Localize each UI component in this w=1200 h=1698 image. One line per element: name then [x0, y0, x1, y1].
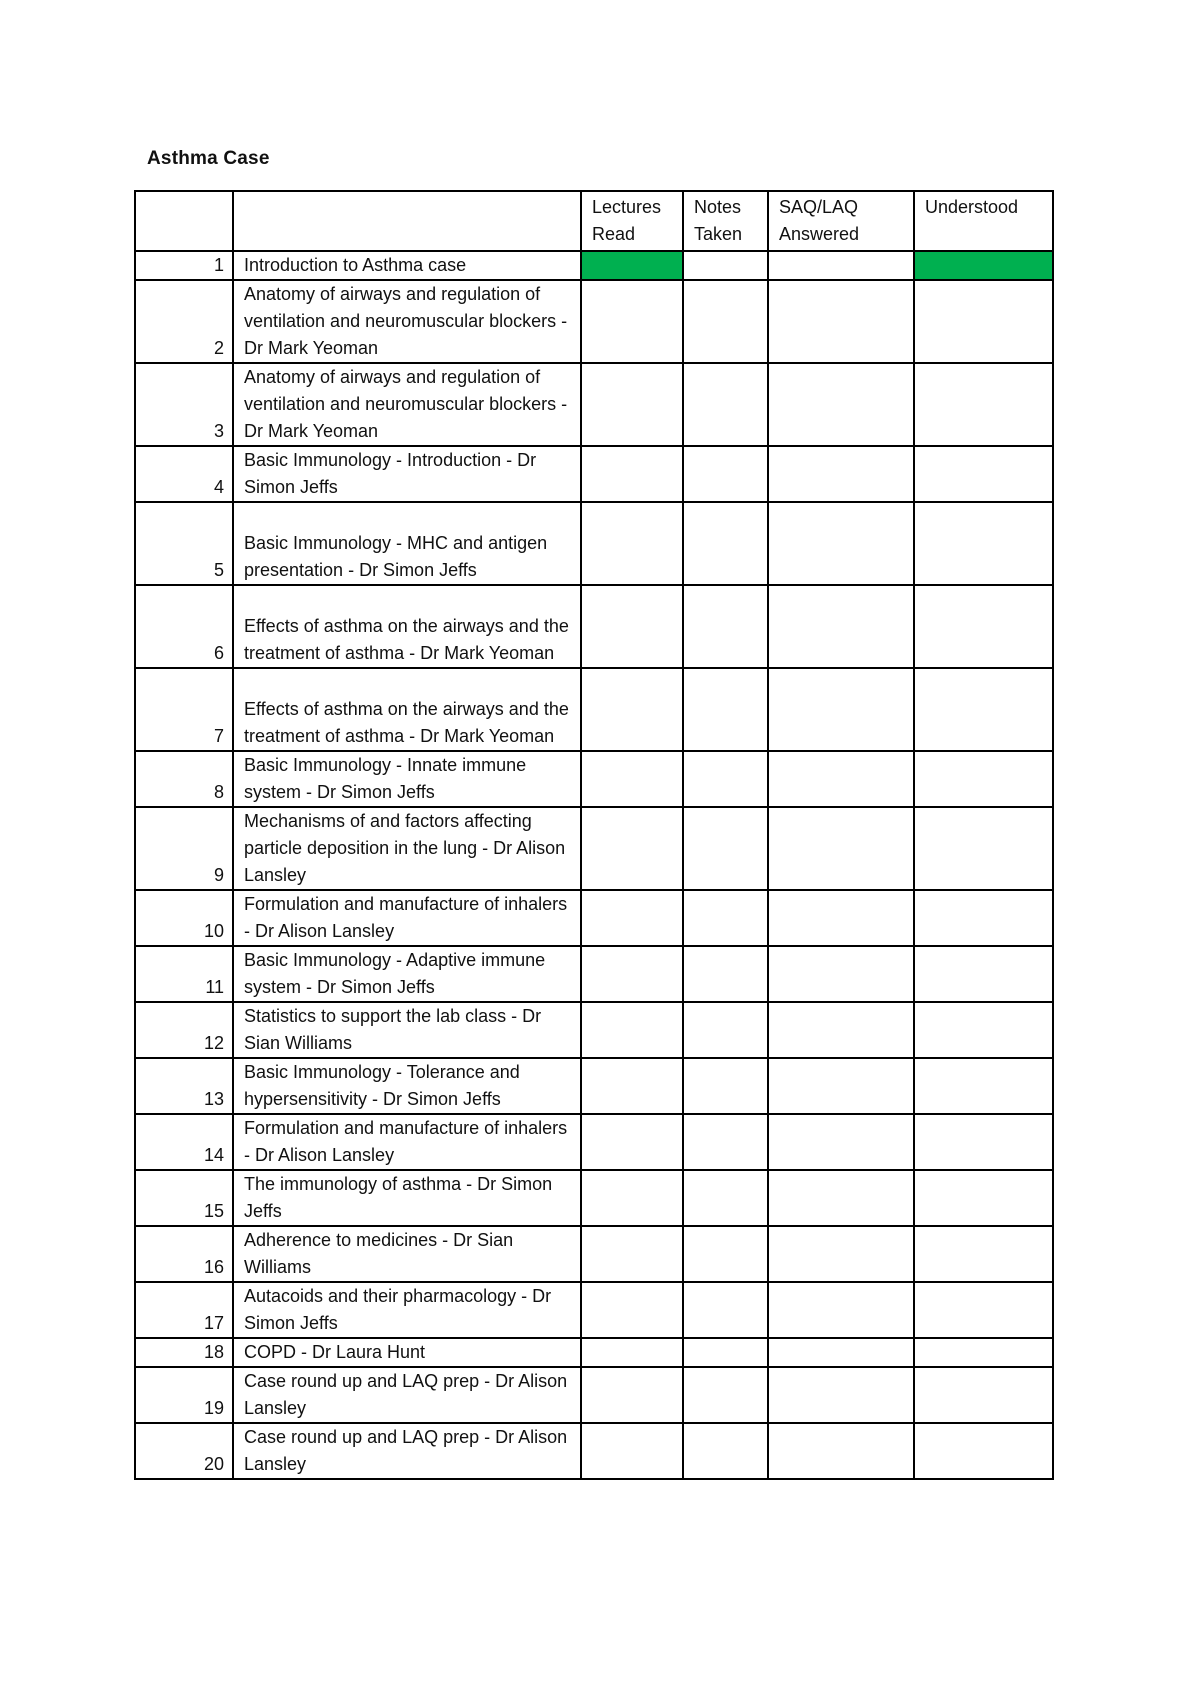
row-topic: Effects of asthma on the airways and the treatment of asthma - Dr Mark Yeoman	[233, 668, 581, 751]
status-cell-lectures-read[interactable]	[581, 585, 683, 668]
status-cell-saq-laq-answered[interactable]	[768, 1338, 914, 1367]
row-number: 16	[135, 1226, 233, 1282]
status-cell-notes-taken[interactable]	[683, 1114, 768, 1170]
row-topic: Basic Immunology - Innate immune system - Dr Simon Jeffs	[233, 751, 581, 807]
status-cell-notes-taken[interactable]	[683, 1002, 768, 1058]
table-body	[135, 251, 1053, 1479]
status-cell-understood[interactable]	[914, 502, 1053, 585]
row-number: 9	[135, 807, 233, 890]
row-number: 2	[135, 280, 233, 363]
status-cell-notes-taken[interactable]	[683, 363, 768, 446]
status-cell-notes-taken[interactable]	[683, 251, 768, 280]
status-cell-saq-laq-answered[interactable]	[768, 251, 914, 280]
status-cell-understood[interactable]	[914, 751, 1053, 807]
status-cell-understood[interactable]	[914, 1423, 1053, 1479]
status-cell-saq-laq-answered[interactable]	[768, 502, 914, 585]
row-topic: Case round up and LAQ prep - Dr Alison Lansley	[233, 1423, 581, 1479]
table-row	[135, 446, 1053, 502]
table-row	[135, 1423, 1053, 1479]
status-cell-notes-taken[interactable]	[683, 1423, 768, 1479]
status-cell-saq-laq-answered[interactable]	[768, 1282, 914, 1338]
status-cell-notes-taken[interactable]	[683, 890, 768, 946]
row-number: 15	[135, 1170, 233, 1226]
row-topic: Statistics to support the lab class - Dr Sian Williams	[233, 1002, 581, 1058]
status-cell-lectures-read[interactable]	[581, 890, 683, 946]
table-row	[135, 890, 1053, 946]
row-number: 3	[135, 363, 233, 446]
row-topic: Introduction to Asthma case	[233, 251, 581, 280]
table-row	[135, 807, 1053, 890]
table-row	[135, 751, 1053, 807]
table-row	[135, 1338, 1053, 1367]
status-cell-saq-laq-answered[interactable]	[768, 890, 914, 946]
status-cell-saq-laq-answered[interactable]	[768, 1170, 914, 1226]
status-cell-saq-laq-answered[interactable]	[768, 585, 914, 668]
row-number: 11	[135, 946, 233, 1002]
status-cell-notes-taken[interactable]	[683, 280, 768, 363]
status-cell-lectures-read[interactable]	[581, 251, 683, 280]
table-row	[135, 1170, 1053, 1226]
status-cell-lectures-read[interactable]	[581, 1002, 683, 1058]
status-cell-notes-taken[interactable]	[683, 751, 768, 807]
row-topic: Basic Immunology - Tolerance and hypersensitivity - Dr Simon Jeffs	[233, 1058, 581, 1114]
row-topic: Adherence to medicines - Dr Sian Williams	[233, 1226, 581, 1282]
row-number: 1	[135, 251, 233, 280]
status-cell-understood[interactable]	[914, 363, 1053, 446]
row-number: 7	[135, 668, 233, 751]
header-number	[135, 191, 233, 251]
status-cell-understood[interactable]	[914, 585, 1053, 668]
page-title: Asthma Case	[147, 148, 270, 169]
row-number: 4	[135, 446, 233, 502]
row-topic: Effects of asthma on the airways and the treatment of asthma - Dr Mark Yeoman	[233, 585, 581, 668]
row-topic: Anatomy of airways and regulation of ventilation and neuromuscular blockers - Dr Mark Yeoman	[233, 280, 581, 363]
status-cell-saq-laq-answered[interactable]	[768, 807, 914, 890]
status-cell-understood[interactable]	[914, 1002, 1053, 1058]
status-cell-notes-taken[interactable]	[683, 807, 768, 890]
row-number: 19	[135, 1367, 233, 1423]
status-cell-understood[interactable]	[914, 1114, 1053, 1170]
status-cell-saq-laq-answered[interactable]	[768, 1226, 914, 1282]
status-cell-saq-laq-answered[interactable]	[768, 946, 914, 1002]
table-row	[135, 363, 1053, 446]
status-cell-notes-taken[interactable]	[683, 585, 768, 668]
status-cell-notes-taken[interactable]	[683, 1282, 768, 1338]
status-cell-understood[interactable]	[914, 251, 1053, 280]
table-row	[135, 668, 1053, 751]
status-cell-lectures-read[interactable]	[581, 1338, 683, 1367]
status-cell-understood[interactable]	[914, 946, 1053, 1002]
table-header-row	[135, 191, 1053, 251]
row-number: 8	[135, 751, 233, 807]
status-cell-understood[interactable]	[914, 446, 1053, 502]
table-row	[135, 946, 1053, 1002]
row-topic: Formulation and manufacture of inhalers - Dr Alison Lansley	[233, 1114, 581, 1170]
row-topic: Anatomy of airways and regulation of ventilation and neuromuscular blockers - Dr Mark Yeoman	[233, 363, 581, 446]
status-cell-lectures-read[interactable]	[581, 946, 683, 1002]
status-cell-notes-taken[interactable]	[683, 1226, 768, 1282]
status-cell-saq-laq-answered[interactable]	[768, 1002, 914, 1058]
row-number: 20	[135, 1423, 233, 1479]
row-topic: Autacoids and their pharmacology - Dr Simon Jeffs	[233, 1282, 581, 1338]
status-cell-lectures-read[interactable]	[581, 1423, 683, 1479]
row-number: 18	[135, 1338, 233, 1367]
status-cell-saq-laq-answered[interactable]	[768, 1058, 914, 1114]
status-cell-saq-laq-answered[interactable]	[768, 1423, 914, 1479]
status-cell-understood[interactable]	[914, 1226, 1053, 1282]
status-cell-lectures-read[interactable]	[581, 751, 683, 807]
status-cell-lectures-read[interactable]	[581, 280, 683, 363]
table-row	[135, 1114, 1053, 1170]
header-lectures-read: Lectures Read	[581, 191, 683, 251]
row-topic: Mechanisms of and factors affecting particle deposition in the lung - Dr Alison Lansley	[233, 807, 581, 890]
status-cell-understood[interactable]	[914, 280, 1053, 363]
row-topic: COPD - Dr Laura Hunt	[233, 1338, 581, 1367]
status-cell-notes-taken[interactable]	[683, 668, 768, 751]
status-cell-saq-laq-answered[interactable]	[768, 1114, 914, 1170]
row-number: 17	[135, 1282, 233, 1338]
header-notes-taken: Notes Taken	[683, 191, 768, 251]
table-row	[135, 251, 1053, 280]
status-cell-lectures-read[interactable]	[581, 1058, 683, 1114]
status-cell-saq-laq-answered[interactable]	[768, 446, 914, 502]
row-topic: Basic Immunology - MHC and antigen presentation - Dr Simon Jeffs	[233, 502, 581, 585]
status-cell-understood[interactable]	[914, 668, 1053, 751]
row-topic: Case round up and LAQ prep - Dr Alison Lansley	[233, 1367, 581, 1423]
row-number: 5	[135, 502, 233, 585]
row-topic: Basic Immunology - Introduction - Dr Simon Jeffs	[233, 446, 581, 502]
status-cell-understood[interactable]	[914, 1282, 1053, 1338]
progress-table	[134, 190, 1054, 1480]
status-cell-lectures-read[interactable]	[581, 502, 683, 585]
header-understood: Understood	[914, 191, 1053, 251]
status-cell-lectures-read[interactable]	[581, 363, 683, 446]
header-topic	[233, 191, 581, 251]
status-cell-understood[interactable]	[914, 1367, 1053, 1423]
status-cell-notes-taken[interactable]	[683, 946, 768, 1002]
status-cell-understood[interactable]	[914, 807, 1053, 890]
header-saq-laq-answered: SAQ/LAQ Answered	[768, 191, 914, 251]
table-row	[135, 1058, 1053, 1114]
status-cell-notes-taken[interactable]	[683, 502, 768, 585]
status-cell-notes-taken[interactable]	[683, 1170, 768, 1226]
status-cell-lectures-read[interactable]	[581, 1226, 683, 1282]
status-cell-lectures-read[interactable]	[581, 1170, 683, 1226]
status-cell-understood[interactable]	[914, 1338, 1053, 1367]
status-cell-lectures-read[interactable]	[581, 1367, 683, 1423]
status-cell-understood[interactable]	[914, 1170, 1053, 1226]
row-number: 10	[135, 890, 233, 946]
table-row	[135, 1226, 1053, 1282]
status-cell-lectures-read[interactable]	[581, 1282, 683, 1338]
status-cell-notes-taken[interactable]	[683, 1338, 768, 1367]
table-row	[135, 280, 1053, 363]
status-cell-saq-laq-answered[interactable]	[768, 1367, 914, 1423]
status-cell-understood[interactable]	[914, 890, 1053, 946]
table-row	[135, 502, 1053, 585]
table-row	[135, 585, 1053, 668]
table-row	[135, 1002, 1053, 1058]
table-row	[135, 1282, 1053, 1338]
row-number: 13	[135, 1058, 233, 1114]
row-topic: The immunology of asthma - Dr Simon Jeffs	[233, 1170, 581, 1226]
status-cell-saq-laq-answered[interactable]	[768, 280, 914, 363]
status-cell-lectures-read[interactable]	[581, 668, 683, 751]
status-cell-saq-laq-answered[interactable]	[768, 363, 914, 446]
row-topic: Basic Immunology - Adaptive immune system - Dr Simon Jeffs	[233, 946, 581, 1002]
status-cell-understood[interactable]	[914, 1058, 1053, 1114]
table-row	[135, 1367, 1053, 1423]
row-number: 12	[135, 1002, 233, 1058]
status-cell-lectures-read[interactable]	[581, 446, 683, 502]
status-cell-notes-taken[interactable]	[683, 446, 768, 502]
status-cell-lectures-read[interactable]	[581, 1114, 683, 1170]
status-cell-notes-taken[interactable]	[683, 1367, 768, 1423]
row-topic: Formulation and manufacture of inhalers - Dr Alison Lansley	[233, 890, 581, 946]
row-number: 6	[135, 585, 233, 668]
status-cell-saq-laq-answered[interactable]	[768, 668, 914, 751]
status-cell-notes-taken[interactable]	[683, 1058, 768, 1114]
row-number: 14	[135, 1114, 233, 1170]
status-cell-saq-laq-answered[interactable]	[768, 751, 914, 807]
status-cell-lectures-read[interactable]	[581, 807, 683, 890]
